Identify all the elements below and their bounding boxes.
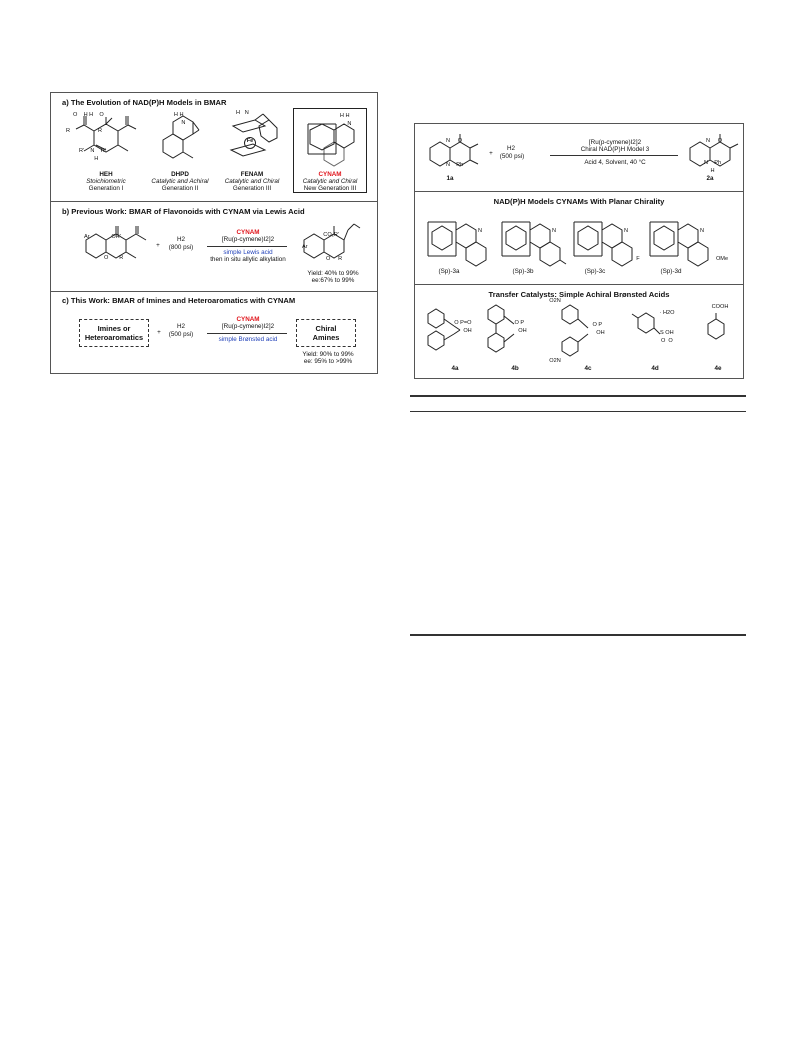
cynam-3b-n: N: [551, 228, 557, 234]
dhpd-name: DHPD: [171, 171, 189, 178]
substrate-box-line1: Imines or: [97, 324, 131, 333]
product-box-line1: Chiral: [315, 324, 337, 333]
table-header-rule: [410, 411, 746, 412]
dhpd-gen: Generation II: [161, 185, 199, 192]
panel-c-pressure: (500 psi): [168, 331, 194, 338]
substrate-box-line2: Heteroaromatics: [84, 333, 144, 342]
panel-b-ru-catalyst: [Ru(p-cymene)I2]2: [221, 236, 275, 243]
dhpd-desc: Catalytic and Achiral: [151, 178, 209, 185]
panel-b-catalyst: CYNAM: [236, 229, 260, 236]
panel-c-ru-catalyst: [Ru(p-cymene)I2]2: [221, 323, 275, 330]
top-h2: H2: [506, 145, 516, 152]
label-4c: 4c: [584, 365, 592, 372]
panel-b-h2: H2: [176, 236, 186, 243]
fe-circle: [243, 136, 257, 150]
label-3c: (Sp)-3c: [584, 268, 606, 275]
pr-ph: N Ph H: [704, 160, 722, 174]
heh-nh-label: R' N R' H: [79, 148, 106, 162]
cynam-3a-structure: [424, 212, 490, 266]
panel-c-acid: simple Brønsted acid: [218, 336, 278, 343]
label-3a: (Sp)-3a: [438, 268, 460, 275]
panel-b-arrow: [207, 246, 287, 247]
label-4b: 4b: [511, 365, 519, 372]
panel-c-arrow: [207, 333, 287, 334]
dhpd-h-labels: H H N: [172, 112, 186, 126]
acid-4a-atoms: O P=O OH: [454, 320, 472, 334]
fenam-gen: Generation III: [232, 185, 272, 192]
sm-ph: N Ph: [446, 162, 464, 168]
top-arrow: [550, 155, 678, 156]
flavanone-o-r: O R: [326, 256, 343, 262]
heh-gen: Generation I: [88, 185, 124, 192]
fenam-name: FENAM: [240, 171, 264, 178]
cynam-3c-n: N: [623, 228, 629, 234]
panel-b-then: then in situ allylic alkylation: [210, 256, 286, 263]
panel-c-ee: ee: 95% to >99%: [303, 358, 353, 365]
cynam-h-labels: H H N: [338, 113, 352, 127]
panel-a-title: a) The Evolution of NAD(P)H Models in BMAR: [62, 98, 227, 107]
panel-c-title: c) This Work: BMAR of Imines and Heteroaromatics with CYNAM: [62, 296, 296, 305]
table-top-rule: [410, 395, 746, 397]
cynam-3c-structure: [570, 212, 636, 266]
label-4a: 4a: [451, 365, 459, 372]
product-box-line2: Amines: [312, 333, 340, 342]
fenam-fe: Fe: [246, 138, 254, 144]
acid-4e-cooh: COOH: [711, 304, 729, 310]
acid-4b-atoms: O P OH: [514, 320, 527, 334]
heh-desc: Stoichiometric: [86, 178, 126, 185]
table-bottom-rule: [410, 634, 746, 636]
panel-c-plus: +: [157, 329, 161, 336]
label-3b: (Sp)-3b: [512, 268, 534, 275]
acid-4c-p: O P OH: [592, 322, 605, 336]
cynam-3b-structure: [498, 212, 564, 266]
heh-name: HEH: [99, 171, 113, 178]
pr-label: 2a: [706, 175, 714, 182]
flavone-structure: [76, 224, 156, 274]
cynam-name: CYNAM: [318, 171, 342, 178]
cynam-desc: Catalytic and Chiral: [302, 178, 358, 185]
label-3d: (Sp)-3d: [660, 268, 682, 275]
top-reagent1: [Ru(p-cymene)I2]2: [588, 139, 642, 146]
panel-c-catalyst: CYNAM: [236, 316, 260, 323]
panel-c-yield: Yield: 90% to 99%: [302, 351, 354, 358]
acid-4d-h2o: · H2O: [659, 310, 675, 316]
mid-title: NAD(P)H Models CYNAMs With Planar Chirality: [493, 197, 665, 206]
top-pressure: (500 psi): [499, 153, 525, 160]
panel-b-title: b) Previous Work: BMAR of Flavonoids with CYNAM via Lewis Acid: [62, 207, 305, 216]
flavanone-labels: CO₂R': [300, 232, 339, 238]
heh-atom-labels: O H H O: [73, 112, 104, 118]
panel-b-ee: ee:67% to 99%: [311, 277, 355, 284]
panel-b-acid: simple Lewis acid: [223, 249, 273, 256]
top-reagent2: Chiral NAD(P)H Model 3: [580, 146, 650, 153]
acid-4c-no2-top: O2N: [549, 298, 561, 304]
cynam-3d-structure: [646, 212, 712, 266]
cynam-3d-ome: OMe: [715, 256, 729, 262]
acid-4c-structure: [548, 300, 618, 364]
acid-4e-structure: [702, 312, 732, 352]
acid-4d-s: S OH O O: [660, 330, 674, 344]
label-4d: 4d: [651, 365, 659, 372]
top-plus: +: [489, 150, 493, 157]
sm-label: 1a: [446, 175, 454, 182]
sm-atoms: N O: [446, 138, 463, 144]
bot-title: Transfer Catalysts: Simple Achiral Brønsted Acids: [488, 290, 670, 299]
panel-b-pressure: (800 psi): [168, 244, 194, 251]
fenam-desc: Catalytic and Chiral: [224, 178, 280, 185]
cynam-3c-f: F: [636, 256, 640, 262]
cynam-gen: New Generation III: [303, 185, 357, 192]
cynam-3a-n: N: [477, 228, 483, 234]
panel-c-h2: H2: [176, 323, 186, 330]
cynam-3d-n: N: [699, 228, 705, 234]
label-4e: 4e: [714, 365, 722, 372]
acid-4c-no2-bot: O2N: [549, 358, 561, 364]
flavone-atoms: Ar OR': [84, 234, 121, 240]
fenam-h-labels: H N: [236, 110, 249, 116]
pr-atoms: N O: [706, 138, 723, 144]
panel-b-plus: +: [156, 242, 160, 249]
flavone-o-r: O R: [104, 255, 124, 261]
panel-b-yield: Yield: 40% to 99%: [307, 270, 359, 277]
flavanone-ar: Ar: [302, 244, 308, 250]
heh-r-labels: R R: [66, 128, 103, 134]
top-conditions: Acid 4, Solvent, 40 °C: [584, 159, 646, 166]
